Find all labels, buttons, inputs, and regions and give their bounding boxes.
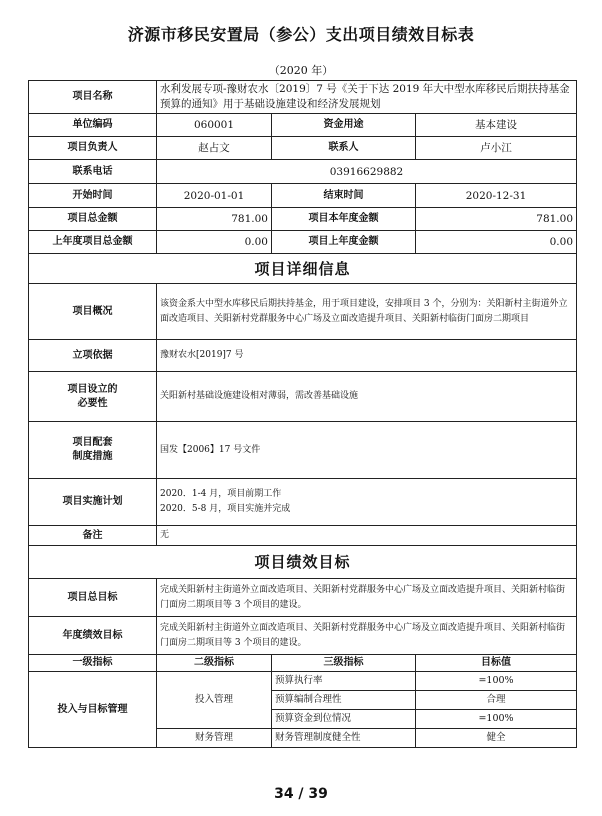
total-goal-label: 项目总目标 xyxy=(29,579,157,617)
last-year-label: 项目上年度金额 xyxy=(272,231,416,254)
this-year-value: 781.00 xyxy=(416,208,577,231)
start-label: 开始时间 xyxy=(29,184,157,208)
col-level1-header: 一级指标 xyxy=(29,655,157,672)
level3-indicator: 预算资金到位情况 xyxy=(272,710,416,729)
necessity-label-line2: 必要性 xyxy=(77,397,108,409)
indicator-value: 健全 xyxy=(416,729,577,748)
fund-use-label: 资金用途 xyxy=(272,114,416,137)
indicator-row xyxy=(29,672,577,691)
measures-value: 国发【2006】17 号文件 xyxy=(157,422,577,479)
remark-label: 备注 xyxy=(29,526,157,546)
col-level3-header: 三级指标 xyxy=(272,655,416,672)
row-basis xyxy=(29,340,577,372)
measures-label xyxy=(29,422,157,479)
row-measures xyxy=(29,422,577,479)
plan-label: 项目实施计划 xyxy=(29,479,157,526)
plan-item-2: 2020．5-8 月，项目实施并完成 xyxy=(160,504,291,514)
last-total-value: 0.00 xyxy=(157,231,272,254)
document-title: 济源市移民安置局（参公）支出项目绩效目标表 xyxy=(127,25,475,44)
row-overview xyxy=(29,284,577,340)
basis-label: 立项依据 xyxy=(29,340,157,372)
annual-goal-label: 年度绩效目标 xyxy=(29,617,157,655)
phone-value: 03916629882 xyxy=(157,160,577,184)
indicator-value: =100% xyxy=(416,672,577,691)
level3-indicator: 预算执行率 xyxy=(272,672,416,691)
row-necessity xyxy=(29,372,577,422)
necessity-label-line1: 项目设立的 xyxy=(67,383,118,395)
total-goal-value: 完成关阳新村主街道外立面改造项目、关阳新村党群服务中心广场及立面改造提升项目、关阳新村临街门面房二期项目等 3 个项目的建设。 xyxy=(157,579,577,617)
level3-indicator: 预算编制合理性 xyxy=(272,691,416,710)
indicator-value: =100% xyxy=(416,710,577,729)
row-leader xyxy=(29,137,577,160)
row-phone xyxy=(29,160,577,184)
leader-value: 赵占文 xyxy=(157,137,272,160)
row-plan xyxy=(29,479,577,526)
plan-value xyxy=(157,479,577,526)
row-indicator-header xyxy=(29,655,577,672)
basis-value: 豫财农水[2019]7 号 xyxy=(157,340,577,372)
row-remark xyxy=(29,526,577,546)
level3-indicator: 财务管理制度健全性 xyxy=(272,729,416,748)
leader-label: 项目负责人 xyxy=(29,137,157,160)
row-project-name xyxy=(29,81,577,114)
row-detail-section xyxy=(29,254,577,284)
overview-label: 项目概况 xyxy=(29,284,157,340)
phone-label: 联系电话 xyxy=(29,160,157,184)
row-dates xyxy=(29,184,577,208)
end-label: 结束时间 xyxy=(272,184,416,208)
row-unit-code xyxy=(29,114,577,137)
level2-indicator: 投入管理 xyxy=(157,672,272,729)
end-value: 2020-12-31 xyxy=(416,184,577,208)
plan-item-1: 2020．1-4 月，项目前期工作 xyxy=(160,489,282,499)
row-perf-section xyxy=(29,546,577,579)
col-level2-header: 二级指标 xyxy=(157,655,272,672)
row-last-year xyxy=(29,231,577,254)
this-year-label: 项目本年度金额 xyxy=(272,208,416,231)
remark-value: 无 xyxy=(157,526,577,546)
indicator-value: 合理 xyxy=(416,691,577,710)
necessity-label xyxy=(29,372,157,422)
measures-label-line2: 制度措施 xyxy=(72,451,113,462)
measures-label-line1: 项目配套 xyxy=(72,437,113,448)
project-name-label: 项目名称 xyxy=(29,81,157,114)
document-year: （2020 年） xyxy=(268,64,334,77)
col-value-header: 目标值 xyxy=(416,655,577,672)
total-value: 781.00 xyxy=(157,208,272,231)
necessity-value: 关阳新村基础设施建设相对薄弱，需改善基础设施 xyxy=(157,372,577,422)
last-year-value: 0.00 xyxy=(416,231,577,254)
total-label: 项目总金额 xyxy=(29,208,157,231)
page-number: 34 / 39 xyxy=(274,786,328,802)
level1-indicator: 投入与目标管理 xyxy=(29,672,157,748)
contact-value: 卢小江 xyxy=(416,137,577,160)
performance-table xyxy=(28,80,577,748)
row-total xyxy=(29,208,577,231)
perf-section-title: 项目绩效目标 xyxy=(29,546,577,579)
level2-indicator: 财务管理 xyxy=(157,729,272,748)
unit-code-value: 060001 xyxy=(157,114,272,137)
row-total-goal xyxy=(29,579,577,617)
start-value: 2020-01-01 xyxy=(157,184,272,208)
last-total-label: 上年度项目总金额 xyxy=(29,231,157,254)
contact-label: 联系人 xyxy=(272,137,416,160)
detail-section-title: 项目详细信息 xyxy=(29,254,577,284)
row-annual-goal xyxy=(29,617,577,655)
overview-value: 该资金系大中型水库移民后期扶持基金，用于项目建设，安排项目 3 个，分别为：关阳新村主街道外立面改造项目、关阳新村党群服务中心广场及立面改造提升项目、关阳新村临街门面房二期项目 xyxy=(157,284,577,340)
project-name-value: 水利发展专项-豫财农水〔2019〕7 号《关于下达 2019 年大中型水库移民后期扶持基金预算的通知》用于基础设施建设和经济发展规划 xyxy=(157,81,577,114)
fund-use-value: 基本建设 xyxy=(416,114,577,137)
unit-code-label: 单位编码 xyxy=(29,114,157,137)
annual-goal-value: 完成关阳新村主街道外立面改造项目、关阳新村党群服务中心广场及立面改造提升项目、关阳新村临街门面房二期项目等 3 个项目的建设。 xyxy=(157,617,577,655)
